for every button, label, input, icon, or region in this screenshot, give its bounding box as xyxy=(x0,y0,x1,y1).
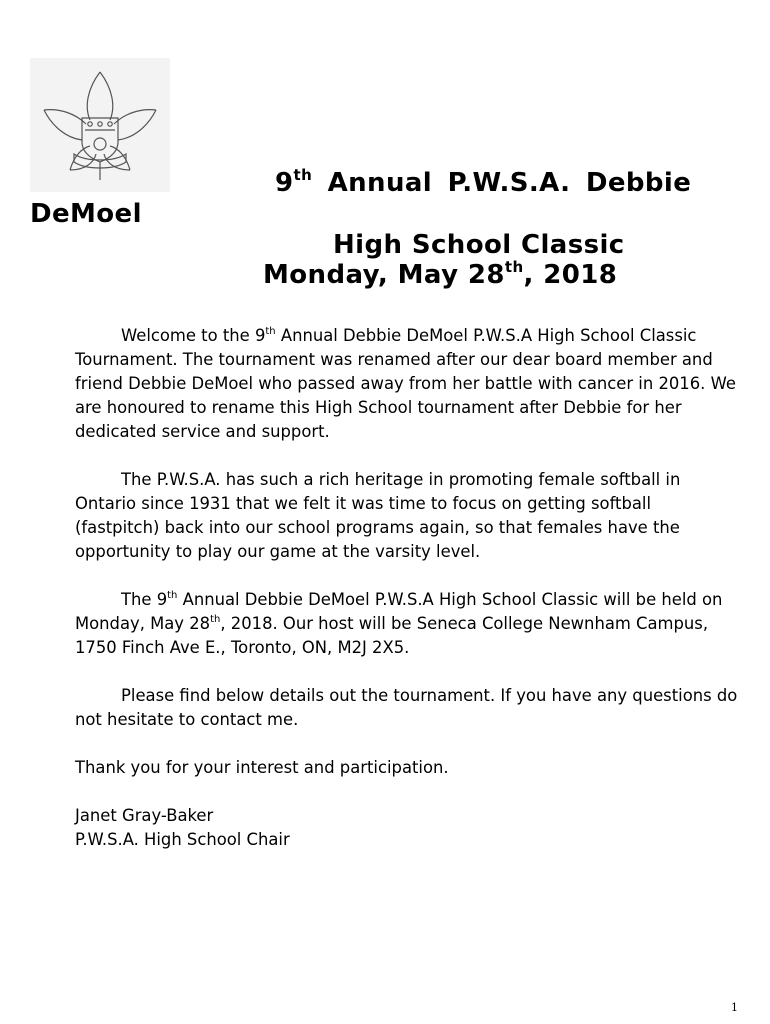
title-line-2: DeMoel xyxy=(30,199,142,229)
letter-body xyxy=(75,324,740,852)
pwsa-logo xyxy=(30,58,170,192)
paragraph-contact: Please find below details out the tournament. If you have any questions do not hesitate to contact me. xyxy=(75,686,738,729)
paragraph-event-details: The 9th Annual Debbie DeMoel P.W.S.A High School Classic will be held on Monday, May 28th, 2018. Our host will be Seneca College Newnham Campus, 1750 Finch Ave E., Toronto, ON, M2J 2X5. xyxy=(75,590,723,657)
paragraph-welcome: Welcome to the 9th Annual Debbie DeMoel P.W.S.A High School Classic Tournament. The tournament was renamed after our dear board member and friend Debbie DeMoel who passed away from her battle with cancer in 2016. We are honoured to rename this High School tournament after Debbie for her dedicated service and support. xyxy=(75,326,736,441)
title-line-4: Monday, May 28th, 2018 xyxy=(263,258,618,290)
paragraph-thanks: Thank you for your interest and participation. xyxy=(75,758,449,777)
page-number: 1 xyxy=(731,1001,738,1014)
paragraph-heritage: The P.W.S.A. has such a rich heritage in promoting female softball in Ontario since 1931 that we felt it was time to focus on getting softball (fastpitch) back into our school programs again, so that females have the opportunity to play our game at the varsity level. xyxy=(75,470,681,561)
title-line-3: High School Classic xyxy=(333,230,625,260)
title-line-1: 9th Annual P.W.S.A. Debbie xyxy=(275,166,692,198)
signature-block xyxy=(75,804,740,852)
signature-name: Janet Gray-Baker xyxy=(75,806,214,825)
signature-role: P.W.S.A. High School Chair xyxy=(75,830,290,849)
trillium-crest-icon xyxy=(30,58,170,192)
